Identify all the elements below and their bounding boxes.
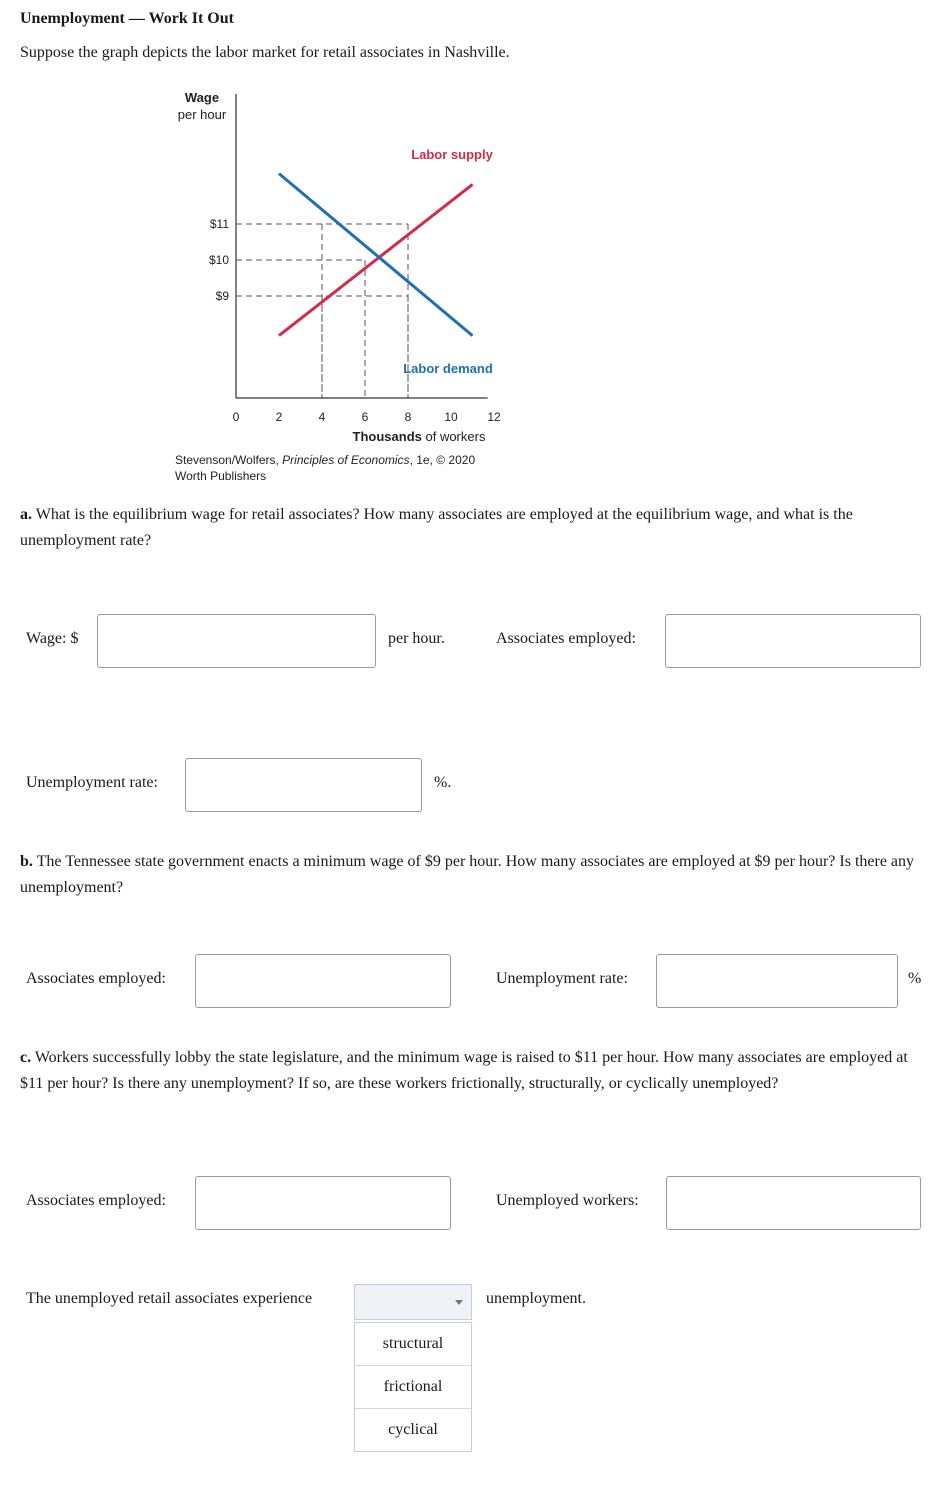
y-tick-label: $11: [209, 217, 229, 231]
option-structural[interactable]: structural: [355, 1323, 471, 1366]
unemployment-type-menu: [354, 1322, 472, 1452]
unemployment-rate-a-suffix: %.: [434, 774, 452, 791]
unemployment-rate-a-input[interactable]: [185, 758, 422, 812]
chart-credit-publisher: Worth Publishers: [175, 469, 267, 483]
unemployed-workers-input[interactable]: [666, 1176, 921, 1230]
labor-supply-label: Labor supply: [411, 147, 493, 162]
unemployment-type-select[interactable]: [354, 1284, 472, 1320]
employed-c-input[interactable]: [195, 1176, 451, 1230]
question-c-text: Workers successfully lobby the state legislature, and the minimum wage is raised to $11 per hour. How many associates are employed at $11 per hour? Is there any unemployment? If so, are these workers frictionally, structurally, or cyclically unemployed?: [20, 1049, 908, 1092]
labor-demand-label: Labor demand: [403, 361, 493, 376]
question-c-label: c.: [20, 1049, 32, 1066]
employed-c-label: Associates employed:: [26, 1192, 166, 1209]
option-cyclical[interactable]: cyclical: [388, 1421, 438, 1438]
y-tick-label: $10: [208, 253, 229, 267]
unemployment-rate-b-label: Unemployment rate:: [496, 970, 628, 987]
question-c: [20, 1045, 932, 1097]
x-axis-label: Thousands of workers: [352, 429, 486, 444]
page-title: Unemployment — Work It Out: [20, 10, 234, 27]
experience-suffix: unemployment.: [486, 1290, 586, 1307]
wage-input[interactable]: [97, 614, 376, 668]
x-tick-label: 6: [361, 410, 369, 424]
labor-market-chart: [0, 80, 952, 490]
wage-suffix: per hour.: [388, 630, 445, 647]
unemployment-rate-b-input[interactable]: [656, 954, 898, 1008]
x-tick-label: 0: [232, 410, 240, 424]
employed-a-input[interactable]: [665, 614, 921, 668]
employed-a-label: Associates employed:: [496, 630, 636, 647]
question-a: [20, 502, 932, 554]
experience-prefix: The unemployed retail associates experience: [26, 1290, 313, 1307]
x-tick-label: 4: [318, 410, 326, 424]
intro-text: Suppose the graph depicts the labor market for retail associates in Nashville.: [20, 44, 510, 61]
y-axis-label-sub: per hour: [177, 107, 227, 122]
chart-credit: Stevenson/Wolfers, Principles of Economics, 1e, © 2020: [175, 453, 476, 467]
x-tick-label: 2: [275, 410, 283, 424]
y-axis-label: Wage: [184, 90, 220, 105]
wage-label: Wage: $: [26, 630, 79, 647]
employed-b-label: Associates employed:: [26, 970, 166, 987]
y-tick-label: $9: [215, 289, 229, 303]
x-tick-label: 12: [487, 410, 501, 424]
unemployment-rate-a-label: Unemployment rate:: [26, 774, 158, 791]
unemployment-rate-b-suffix: %: [908, 970, 922, 987]
option-frictional[interactable]: frictional: [355, 1366, 471, 1409]
question-b-text: The Tennessee state government enacts a minimum wage of $9 per hour. How many associates are employed at $9 per hour? Is there any unemployment?: [20, 853, 915, 896]
x-tick-label: 10: [444, 410, 458, 424]
question-b-label: b.: [20, 853, 33, 870]
chevron-down-icon: [455, 1300, 463, 1305]
question-a-label: a.: [20, 506, 32, 523]
employed-b-input[interactable]: [195, 954, 451, 1008]
x-tick-label: 8: [404, 410, 412, 424]
unemployed-workers-label: Unemployed workers:: [496, 1192, 639, 1209]
question-a-text: What is the equilibrium wage for retail associates? How many associates are employed at the equilibrium wage, and what is the unemployment rate?: [20, 506, 853, 549]
question-b: [20, 849, 932, 901]
